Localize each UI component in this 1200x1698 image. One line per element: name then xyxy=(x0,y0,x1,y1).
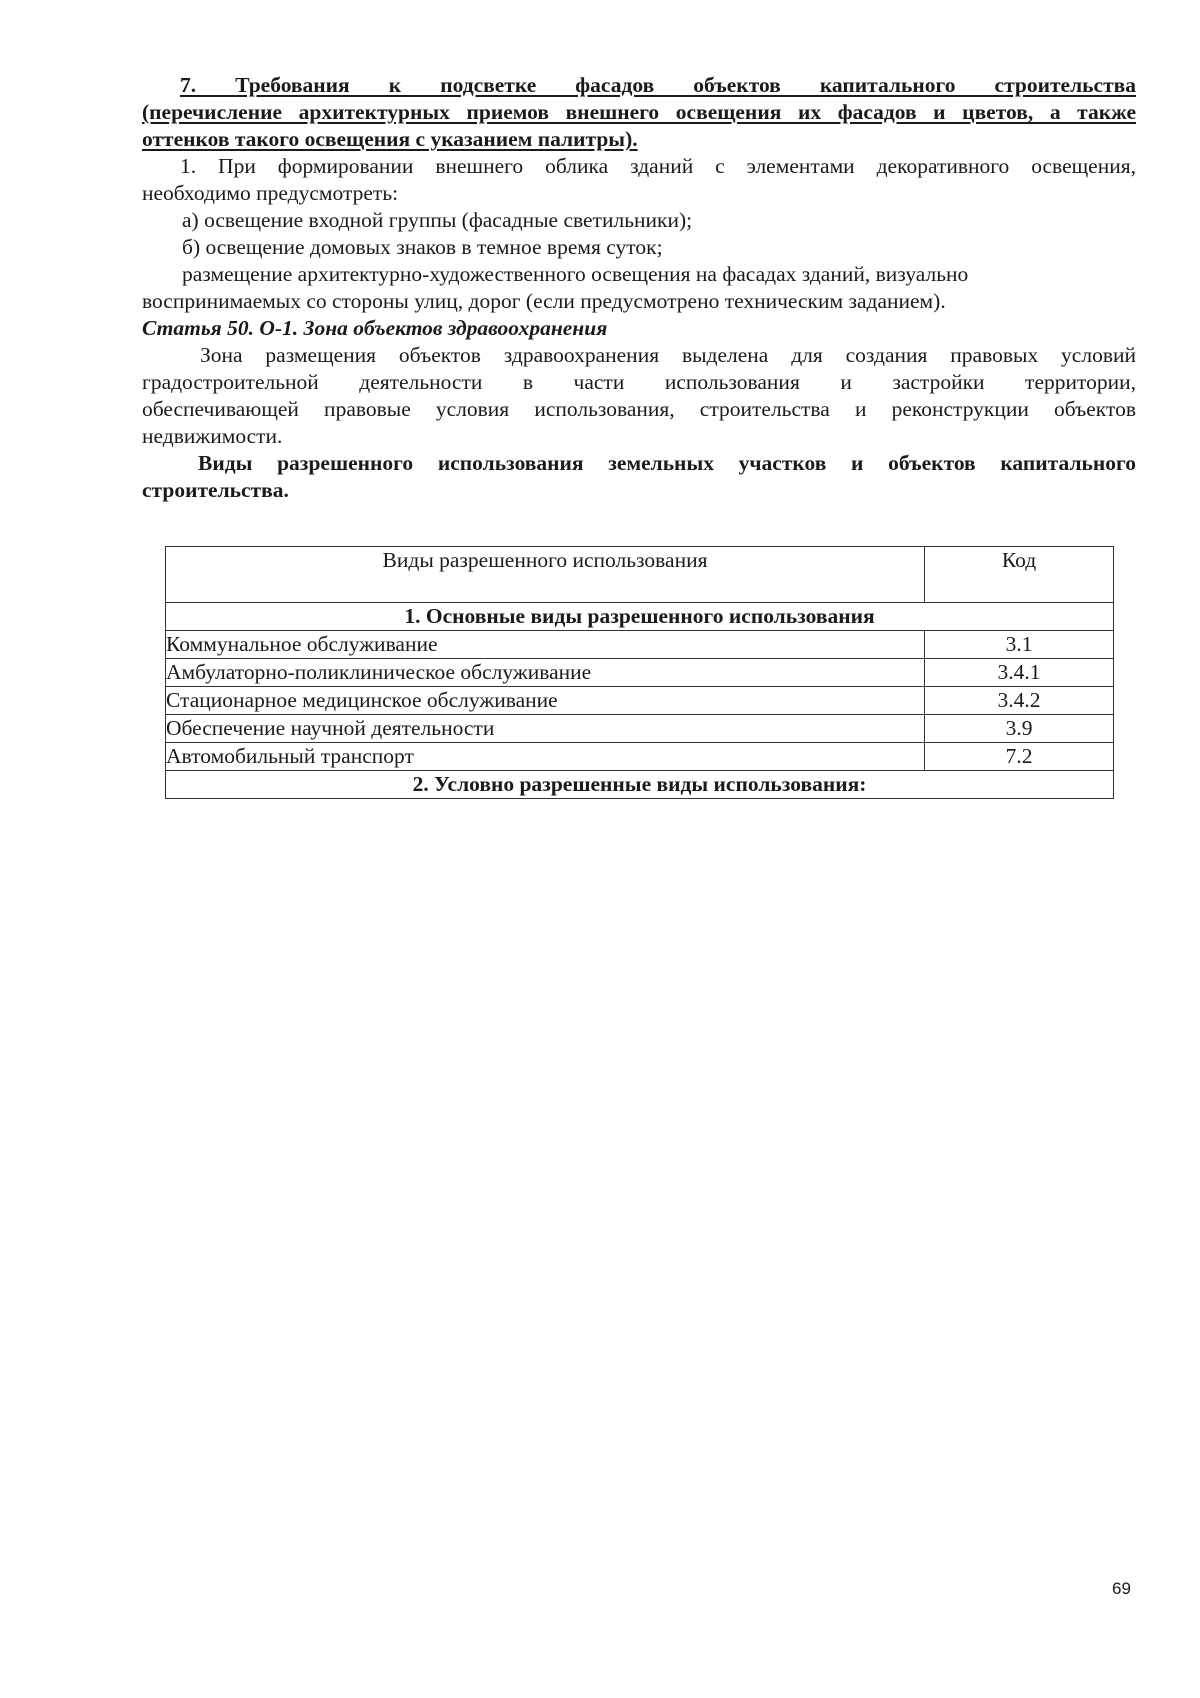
code-cell: 3.9 xyxy=(925,715,1114,743)
table-section-row xyxy=(166,603,1114,631)
section-2-heading: 2. Условно разрешенные виды использования: xyxy=(166,771,1114,799)
article-title: Статья 50. О-1. Зона объектов здравоохранения xyxy=(142,316,608,340)
code-cell: 3.1 xyxy=(925,631,1114,659)
use-type-cell: Коммунальное обслуживание xyxy=(166,631,925,659)
column-header-use-type: Виды разрешенного использования xyxy=(166,547,925,603)
page-number: 69 xyxy=(1112,1579,1131,1598)
paragraph-1-line-1: 1. При формировании внешнего облика зданий с элементами декоративного освещения, xyxy=(180,154,1136,178)
table-row xyxy=(166,715,1114,743)
article-paragraph-line-3: обеспечивающей правовые условия использования, строительства и реконструкции объектов xyxy=(142,397,1136,421)
table-header-row xyxy=(166,547,1114,603)
section-number: 7. xyxy=(180,73,197,97)
section-heading-text: Требования к подсветке фасадов объектов капитального строительства xyxy=(235,73,1136,97)
section-heading-line-2: (перечисление архитектурных приемов внешнего освещения их фасадов и цветов, а также xyxy=(142,100,1136,124)
article-paragraph-line-4: недвижимости. xyxy=(142,424,283,448)
list-item-b: б) освещение домовых знаков в темное время суток; xyxy=(182,235,663,259)
document-body xyxy=(142,72,1136,504)
section-heading-line-1 xyxy=(142,72,1136,99)
paragraph-1-line-2: необходимо предусмотреть: xyxy=(142,181,399,205)
table-row xyxy=(166,631,1114,659)
table-section-row xyxy=(166,771,1114,799)
code-cell: 7.2 xyxy=(925,743,1114,771)
column-header-code: Код xyxy=(925,547,1114,603)
code-cell: 3.4.1 xyxy=(925,659,1114,687)
table-row xyxy=(166,743,1114,771)
section-heading-line-3: оттенков такого освещения с указанием палитры). xyxy=(142,127,638,151)
permitted-use-table xyxy=(165,546,1114,799)
list-item-a: а) освещение входной группы (фасадные светильники); xyxy=(182,208,693,232)
table-row xyxy=(166,659,1114,687)
subheading-line-1: Виды разрешенного использования земельных участков и объектов капитального xyxy=(198,451,1136,475)
paragraph-2-line-1: размещение архитектурно-художественного освещения на фасадах зданий, визуально xyxy=(182,262,969,286)
article-paragraph-line-1: Зона размещения объектов здравоохранения выделена для создания правовых условий xyxy=(200,343,1136,367)
use-type-cell: Автомобильный транспорт xyxy=(166,743,925,771)
subheading-line-2: строительства. xyxy=(142,478,289,502)
section-1-heading: 1. Основные виды разрешенного использования xyxy=(166,603,1114,631)
use-type-cell: Амбулаторно-поликлиническое обслуживание xyxy=(166,659,925,687)
use-type-cell: Стационарное медицинское обслуживание xyxy=(166,687,925,715)
table-row xyxy=(166,687,1114,715)
article-paragraph-line-2: градостроительной деятельности в части использования и застройки территории, xyxy=(142,370,1136,394)
paragraph-2-line-2: воспринимаемых со стороны улиц, дорог (если предусмотрено техническим заданием). xyxy=(142,289,946,313)
use-type-cell: Обеспечение научной деятельности xyxy=(166,715,925,743)
code-cell: 3.4.2 xyxy=(925,687,1114,715)
